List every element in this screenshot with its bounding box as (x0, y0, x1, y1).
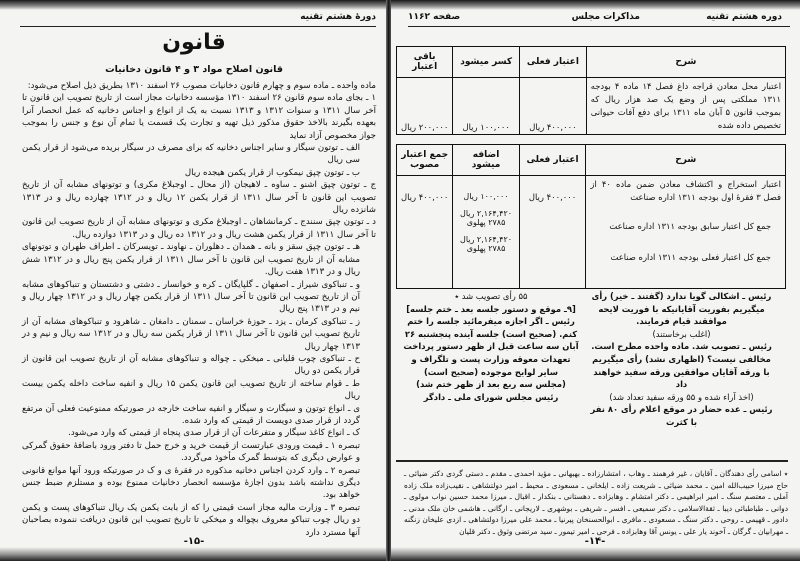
law-clause: ی ـ انواع توتون و سیگارت و سیگار و انفیه ساخت خارجه در صورتیکه ممنوعیت فعلی آن مرتفع گردد از قرار صدی دویست از قیمتی که وارد شده. (22, 403, 360, 426)
col-current-credit: اعتبار فعلی (519, 145, 586, 176)
speaker-statement: رئیس ـ اگر اجازه میفرمائید جلسه را ختم کنم. (صحیح است) جلسه آینده پنجشنبه ۲۶ آبان سه ساعت قبل از ظهر دستور پرداخت تعهدات معوقه وزارت پست و تلگراف و سایر لوایح موجوده (صحیح است) (403, 316, 579, 377)
right-running-header (408, 10, 790, 27)
book-spine (386, 0, 391, 561)
proceedings-column-right (589, 290, 774, 429)
law-note: تبصره ۳ ـ وزارت مالیه مجاز است قیمتی را که از بابت یکمن یک ریال تنباکوهای پست و یکمن دو ریال چوب تنباکو معروف بچواله و میخکی تا تاریخ تصویب این قانون دریافت ننموده بصاحبان آنها مسترد دارد (22, 502, 360, 538)
law-clause: ج ـ توتون چپق اشنو ـ ساوه ـ لاهیجان (از محال ـ اوجبلاغ مکری) و توتونهای مشابه آن از تاریخ تصویب این قانون تا آخر سال ۱۳۱۱ از قرار یکمن ۱۲ ریال و در ۱۳۱۲ چهارده ریال و در ۱۳۱۳ شانزده ریال (22, 180, 376, 216)
law-note: تبصره ۲ ـ وارد کردن اجناس دخانیه مذکوره در فقرهٔ ی و ک در صورتیکه ورود آنها موانع قانونی دیگری نداشته باشد بدون اجازهٔ مؤسسه انحصار دخانیات ممنوع بوده و مستلزم ضبط جنس خواهد بود. (22, 465, 360, 501)
row-remaining: ۲۰۰,۰۰۰ ریال (397, 78, 453, 135)
row-added: ۱۰۰,۰۰۰ ریال (463, 192, 509, 201)
row-current-credit: ۴۰۰,۰۰۰ ریال (519, 176, 586, 289)
stage-direction: (اغلب برخاستند) (652, 328, 711, 339)
row-total-approved: ۴۰۰,۰۰۰ ریال (397, 176, 453, 289)
law-clause: ح ـ تنباکوی چوب قلیانی ـ میخکی ـ چواله و تنباکوهای مشابه آن از تاریخ تصویب این قانون از قرار یکمن دو ریال (22, 353, 360, 377)
law-clause: ط ـ قوام ساخته از تاریخ تصویب این قانون یکمن ۱۵ ریال و انفیه ساخت داخله یکمن بیست ریال (22, 378, 360, 402)
col-total-approved: جمع اعتبار مصوب (397, 145, 453, 176)
footnote-rule (396, 460, 788, 462)
stage-direction: (اخذ آراء شده و ۵۵ ورقه سفید تعداد شد) (609, 391, 754, 402)
row-description-prev-total: جمع کل اعتبار سابق بودجه ۱۳۱۱ اداره صناعت (609, 221, 771, 231)
left-header-label: دورهٔ هشتم تقنیه (300, 12, 376, 22)
right-page-number: -۱۴- (584, 536, 606, 547)
col-description: شرح (586, 47, 785, 78)
table-row (397, 78, 786, 135)
vote-result: ۵۵ رأی تصویب شد ٭ (454, 291, 528, 301)
signature: رئیس مجلس شورای ملی ـ دادگر (423, 391, 559, 402)
law-paragraph: ۱ ـ بجای ماده سوم قانون ۲۶ اسفند ۱۳۱۰ مؤسسه دخانیات مجاز است از تاریخ تصویب این قانون تا آخر سال ۱۳۱۱ و سنوات ۱۳۱۲ و ۱۳۱۳ نسبت به یک از انواع و اجناس دخانیه که عمل انحصار آنرا بعهده بگیرند بالاخذ حقوق مذکور ذیل تهیه و تجارت یک قسمت یا تمام آن نوع و جنس را بموجب جواز مخصوص آزاد نماید (22, 93, 377, 141)
left-running-header (20, 10, 376, 27)
law-clause: الف ـ توتون سیگار و سایر اجناس دخانیه که برای مصرف در سیگار بریده می‌شود از قرار یکمن سی ریال (22, 143, 360, 166)
law-clause: ب ـ توتون چپق نیمکوب از قرار یکمن هیجده ریال (184, 167, 360, 178)
row-description: اعتبار محل معادن قراجه داغ فصل ۱۴ ماده ۴ بودجه ۱۳۱۱ مملکتی پس از وضع یک صد هزار ریال که بموجب قانون ۵ آبان ماه ۱۳۱۱ برای دفع آفات حیوانی تخصیص داده شده (586, 78, 785, 135)
col-current-credit: اعتبار فعلی (520, 47, 587, 78)
law-clause: و ـ تنباکوی شیراز ـ اصفهان ـ گلپایگان ـ کره و خوانسار ـ دشتی و دشتستان و تنباکوهای مشابه آن از تاریخ تصویب این قانون تا آخر سال ۱۳۱۱ از قرار یکمن چهار ریال و در ۱۳۱۲ چهار ریال و نیم و در ۱۳۱۳ پنج ریال (22, 279, 360, 315)
right-header-title: مذاکرات مجلس (571, 12, 640, 22)
col-added: اضافه میشود (453, 145, 519, 176)
law-body (22, 80, 376, 539)
table-row (397, 176, 786, 289)
row-added-current-total: ۲,۱۶۴,۴۲۰ ریال ۲۷۸۵ پهلوی (460, 235, 513, 253)
budget-table-addition (396, 144, 786, 289)
speaker-statement: رئیس ـ عده حضار در موقع اعلام رأی ۸۰ نفر با کثرت (590, 404, 773, 427)
table-header-row (397, 47, 786, 78)
law-subtitle: قانون اصلاح مواد ۳ و ۴ قانون دخانیات (105, 64, 283, 75)
right-header-session: دوره هشتم تقنیه (706, 12, 782, 22)
law-paragraph: ماده واحده ـ ماده سوم و چهارم قانون دخانیات مصوب ۲۶ اسفند ۱۳۱۰ بطریق ذیل اصلاح می‌شود: (27, 81, 376, 91)
law-clause: ز ـ تنباکوی کرمان ـ یزد ـ حوزهٔ خراسان ـ سمنان ـ دامغان ـ شاهرود و تنباکوهای مشابه آن از تاریخ تصویب این قانون تا آخر سال ۱۳۱۱ از قرار یکمن سه ریال و در ۱۳۱۲ سه ریال و نیم و در ۱۳۱۳ چهار ریال (22, 316, 360, 352)
col-description: شرح (586, 145, 786, 176)
row-description: اعتبار استخراج و اکتشاف معادن ضمن ماده ۴۰ از فصل ۳ فقرهٔ اول بودجه ۱۳۱۱ اداره صناعت (590, 179, 781, 202)
row-current-credit: ۴۰۰,۰۰۰ ریال (520, 78, 587, 135)
col-deducted: کسر میشود (453, 47, 520, 78)
left-page (8, 0, 380, 561)
table-header-row (397, 145, 786, 176)
row-added-stack (453, 176, 519, 289)
row-added-prev-total: ۲,۱۶۴,۴۲۰ ریال ۲۷۸۵ پهلوی (460, 209, 513, 227)
voters-footnote: ٭ اسامی رأی دهندگان ـ آقایان ، غیر فرهمند ـ وهاب ، امتشارزاده ـ بهبهانی ـ مؤید احمدی ـ مقدم ـ دستی گردی دکتر ضیائی ـ حاج میرزا حبیب‌الله امین ـ محمد ضیائی ـ شریعت زاده ـ ایلخانی ـ مسعودی ـ محیط ـ امیر دولتشاهی ـ نقیب‌زاده ملک زاده آملی ـ معتصم سنگ ـ امیر ابراهیمی ـ دکتر امتشام ـ وهابزاده ـ دهستانی ـ بنکدار ـ اقبال ـ میرزا محمد حسین نواب مولوی ـ دوانی ـ طباطبائی دیبا ـ ثقة‌الاسلامی ـ دکتر سمیعی ـ افسر ـ شریفی ـ بوشهری ـ لاریجانی ـ ارگانی ـ هاشمی خان ملک مدنی ـ دادور ـ قهیمی ـ روحی ـ دکتر سنگ ـ مسعودی ـ مافری ـ ابوالحسنخان پیرنیا ـ محمد علی میرزا دولتشاهی ـ ازدی علیخان زنگنه ـ مهرابیان ـ گرگان ـ آخوند یار علی ـ یونس آقا وهابزاده ـ فرحی ـ امیر تیمور ـ سید مرتضی وثوق ـ دکتر قلیان (404, 469, 788, 536)
row-description-block (586, 176, 786, 289)
law-title: قانون (162, 30, 226, 55)
right-header-page: صفحه ۱۱۶۲ (408, 12, 461, 22)
right-page (396, 0, 794, 561)
section-heading: [۹ـ موقع و دستور جلسه بعد ـ ختم جلسه] (406, 303, 576, 314)
law-clause: هـ ـ توتون چپق سقز و بانه ـ همدان ـ دهلوران ـ نهاوند ـ تویسرکان ـ اطراف طهران و توتونهای مشابه آن از تاریخ تصویب این قانون تا آخر سال ۱۳۱۱ از قرار یکمن پنج ریال و در ۱۳۱۲ شش ریال و در ۱۳۱۳ هفت ریال. (22, 242, 360, 278)
row-description-current-total: جمع کل اعتبار فعلی بودجه ۱۳۱۱ اداره صناعت (610, 252, 771, 262)
budget-table-deduction (396, 46, 786, 135)
speaker-statement: رئیس ـ اشکالی گویا ندارد (گفتند ـ خیر) رأی میگیریم بفوریت آقایانیکه با فوریت لایحه موافقند قیام فرمایند. (591, 291, 772, 327)
stage-direction: (مجلس سه ربع بعد از ظهر ختم شد) (416, 379, 566, 390)
speaker-statement: رئیس ـ تصویب شد. ماده واحده مطرح است. مخالفی نیست؟ (اظهاری نشد) رأی میگیریم با ورقه آقایان موافقین ورقه سفید خواهند داد (591, 341, 772, 390)
law-clause: د ـ توتون چپق سنندج ـ کرمانشاهان ـ اوجبلاغ مکری و توتونهای مشابه آن از تاریخ تصویب این قانون تا آخر سال ۱۳۱۱ از قرار یکمن هشت ریال و در ۱۳۱۲ ده ریال و در ۱۳۱۳ دوازده ریال. (22, 217, 376, 240)
row-deducted: ۱۰۰,۰۰۰ ریال (453, 78, 520, 135)
law-note: تبصره ۱ ـ قیمت ورودی عبارتست از قیمت خرید و خرج حمل تا دفتر ورود باضافهٔ حقوق گمرکی و عوارض دیگری که بتوسط گمرک مأخوذ می‌گردد. (22, 440, 360, 464)
col-remaining: باقی اعتبار (397, 47, 453, 78)
proceedings-column-left (402, 290, 580, 403)
law-clause: ک ـ انواع کاغذ سیگار و متفرعات آن از قرار صدی پنجاه از قیمتی که وارد می‌شود. (68, 428, 360, 439)
left-page-number: -۱۵- (183, 536, 205, 547)
